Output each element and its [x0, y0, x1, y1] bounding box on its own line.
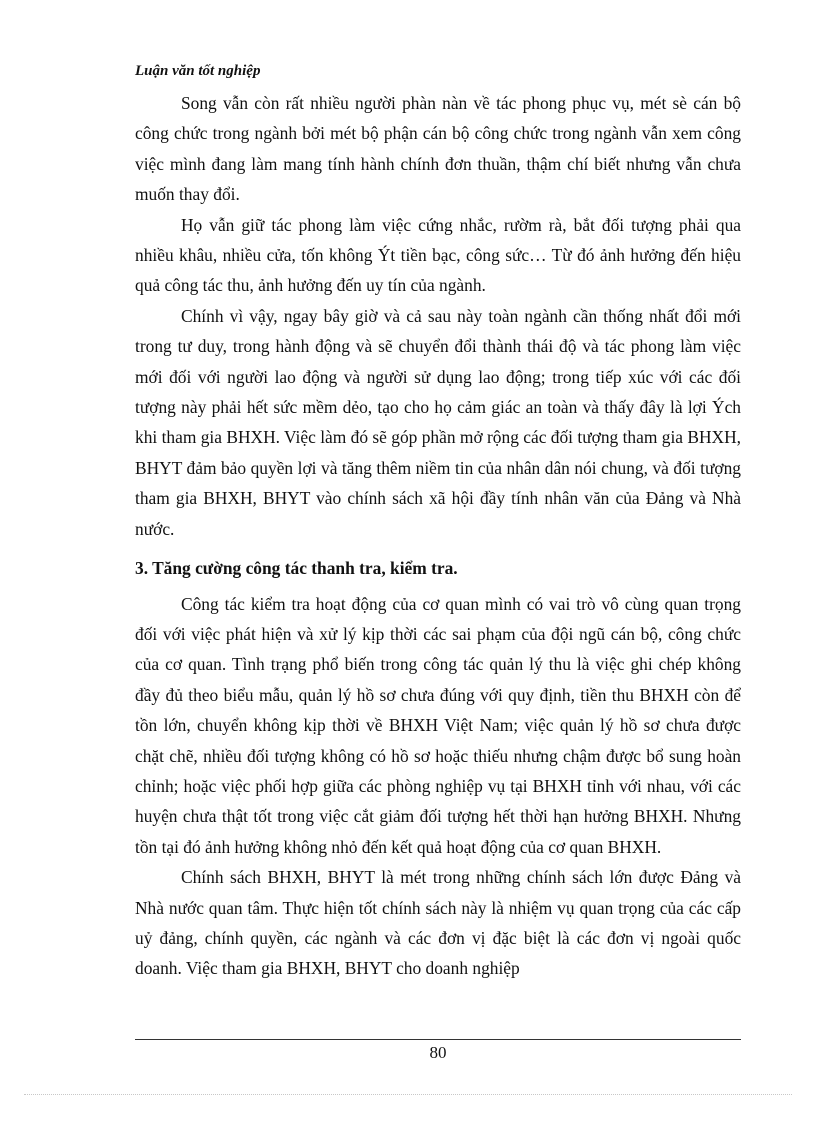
section-heading: 3. Tăng cường công tác thanh tra, kiểm tra. — [135, 558, 458, 579]
body-paragraph: Chính vì vậy, ngay bây giờ và cả sau này toàn ngành cần thống nhất đổi mới trong tư duy, trong hành động và sẽ chuyển đổi thành thái độ và tác phong làm việc mới đối với người lao động và người sử dụng lao động; trong tiếp xúc với các đối tượng này phải hết sức mềm dẻo, tạo cho họ cảm giác an toàn và thấy đây là lợi Ých khi tham gia BHXH. Việc làm đó sẽ góp phần mở rộng các đối tượng tham gia BHXH, BHYT đảm bảo quyền lợi và tăng thêm niềm tin của nhân dân nói chung, và đối tượng tham gia BHXH, BHYT vào chính sách xã hội đầy tính nhân văn của Đảng và Nhà nước. — [135, 305, 741, 539]
running-header: Luận văn tốt nghiệp — [135, 63, 261, 79]
section-paragraph: Chính sách BHXH, BHYT là mét trong những chính sách lớn được Đảng và Nhà nước quan tâm. Thực hiện tốt chính sách này là nhiệm vụ quan trọng của các cấp uỷ đảng, chính quyền, các ngành và các đơn vị đặc biệt là các đơn vị ngoài quốc doanh. Việc tham gia BHXH, BHYT cho doanh nghiệp — [135, 867, 741, 979]
body-paragraph: Song vẫn còn rất nhiều người phàn nàn về tác phong phục vụ, mét sè cán bộ công chức trong ngành bởi mét bộ phận cán bộ công chức trong ngành vẫn xem công việc mình đang làm mang tính hành chính đơn thuần, thậm chí biết nhưng vẫn chưa muốn thay đổi. — [135, 93, 741, 205]
section-paragraph: Công tác kiểm tra hoạt động của cơ quan mình có vai trò vô cùng quan trọng đối với việc phát hiện và xử lý kịp thời các sai phạm của đội ngũ cán bộ, công chức của cơ quan. Tình trạng phổ biến trong công tác quản lý thu là việc ghi chép không đầy đủ theo biểu mẫu, quản lý hồ sơ chưa đúng với quy định, tiền thu BHXH còn để tồn lớn, chuyển không kịp thời về BHXH Việt Nam; việc quản lý hồ sơ chưa được chặt chẽ, nhiều đối tượng không có hồ sơ hoặc thiếu nhưng chậm được bổ sung hoàn chỉnh; hoặc việc phối hợp giữa các phòng nghiệp vụ tại BHXH tỉnh với nhau, với các huyện chưa thật tốt trong việc cắt giảm đối tượng hết thời hạn hưởng BHXH. Nhưng tồn tại đó ảnh hưởng không nhỏ đến kết quả hoạt động của cơ quan BHXH. — [135, 593, 741, 857]
page-number: 80 — [429, 1043, 447, 1062]
body-paragraph: Họ vẫn giữ tác phong làm việc cứng nhắc, rườm rà, bắt đối tượng phải qua nhiều khâu, nhiều cửa, tốn không Ýt tiền bạc, công sức… Từ đó ảnh hưởng đến hiệu quả công tác thu, ảnh hưởng đến uy tín của ngành. — [135, 214, 741, 296]
document-body — [135, 88, 741, 984]
footer-divider — [135, 1039, 741, 1040]
page-boundary-dotted-line — [24, 1094, 792, 1095]
